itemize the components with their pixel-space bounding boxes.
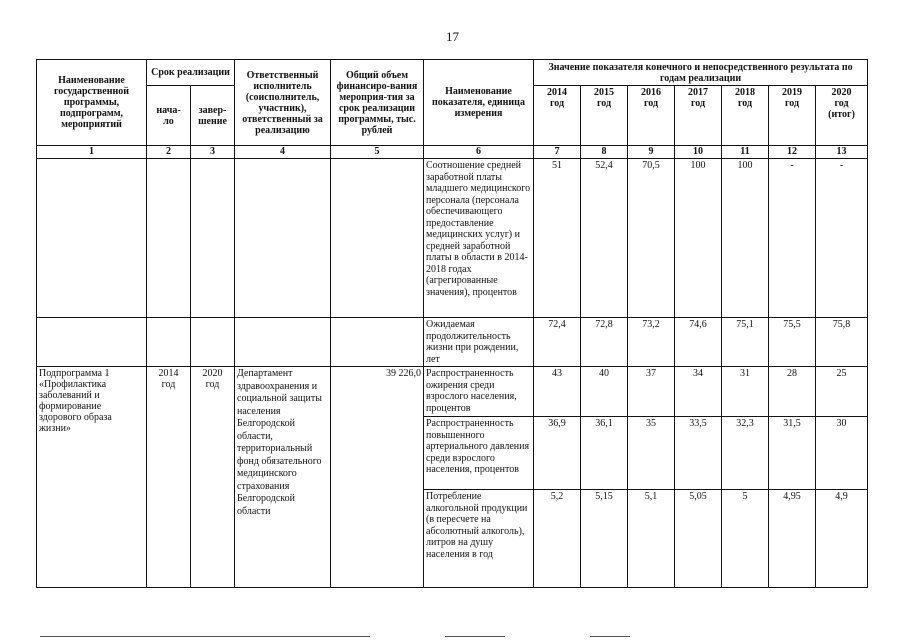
indicator-value: 32,3 [722, 417, 769, 490]
empty-cell [331, 318, 424, 367]
indicator-value: 4,95 [769, 490, 816, 588]
indicator-value: 5 [722, 490, 769, 588]
indicator-value: 72,4 [534, 318, 581, 367]
column-number: 2 [147, 146, 191, 159]
indicator-value: 51 [534, 159, 581, 318]
header-funding: Общий объем финансиро-вания мероприя-тия за срок реализации программы, тыс. рублей [331, 60, 424, 146]
empty-cell [37, 318, 147, 367]
indicator-value: 75,8 [816, 318, 868, 367]
indicator-value: 30 [816, 417, 868, 490]
indicator-value: 75,5 [769, 318, 816, 367]
column-number: 6 [424, 146, 534, 159]
header-year: 2014 год [534, 86, 581, 146]
header-year: 2017 год [675, 86, 722, 146]
indicator-value: 36,9 [534, 417, 581, 490]
subprogram-start: 2014 год [147, 367, 191, 588]
indicator-value: 40 [581, 367, 628, 417]
indicator-name: Распространенность ожирения среди взрослого населения, процентов [424, 367, 534, 417]
header-term: Срок реализации [147, 60, 235, 86]
column-number: 4 [235, 146, 331, 159]
indicator-value: - [769, 159, 816, 318]
indicators-table [36, 59, 868, 588]
indicator-value: 100 [722, 159, 769, 318]
indicator-value: 33,5 [675, 417, 722, 490]
header-values-title: Значение показателя конечного и непосредственного результата по годам реализации [534, 60, 868, 86]
column-number: 1 [37, 146, 147, 159]
subprogram-funding: 39 226,0 [331, 367, 424, 588]
empty-cell [191, 318, 235, 367]
indicator-value: 25 [816, 367, 868, 417]
indicator-value: 35 [628, 417, 675, 490]
indicator-value: 5,15 [581, 490, 628, 588]
subprogram-end: 2020 год [191, 367, 235, 588]
indicator-value: 4,9 [816, 490, 868, 588]
empty-cell [191, 159, 235, 318]
column-number: 12 [769, 146, 816, 159]
indicator-name: Ожидаемая продолжительность жизни при рождении, лет [424, 318, 534, 367]
indicator-value: 5,1 [628, 490, 675, 588]
scan-edge-line [590, 636, 630, 637]
header-term-start: нача- ло [147, 86, 191, 146]
indicator-value: 100 [675, 159, 722, 318]
column-number: 8 [581, 146, 628, 159]
empty-cell [235, 159, 331, 318]
column-number: 3 [191, 146, 235, 159]
indicator-value: 31 [722, 367, 769, 417]
column-number: 5 [331, 146, 424, 159]
subprogram-name: Подпрограмма 1 «Профилактика заболеваний и формирование здорового образа жизни» [37, 367, 147, 588]
scan-edge-line [40, 636, 370, 637]
page-number: 17 [446, 29, 459, 44]
column-number: 10 [675, 146, 722, 159]
header-year: 2020 год (итог) [816, 86, 868, 146]
indicator-value: 5,2 [534, 490, 581, 588]
header-year: 2016 год [628, 86, 675, 146]
indicator-value: 36,1 [581, 417, 628, 490]
indicator-name: Потребление алкогольной продукции (в пересчете на абсолютный алкоголь), литров на душу населения в год [424, 490, 534, 588]
indicator-value: 34 [675, 367, 722, 417]
header-indicator: Наименование показателя, единица измерения [424, 60, 534, 146]
indicator-value: 5,05 [675, 490, 722, 588]
column-number: 13 [816, 146, 868, 159]
scan-edge-line [445, 636, 505, 637]
indicator-value: 73,2 [628, 318, 675, 367]
empty-cell [147, 318, 191, 367]
empty-cell [331, 159, 424, 318]
subprogram-responsible: Департамент здравоохранения и социальной защиты населения Белгородской области, территориальный фонд обязательного медицинского страхования Белгородской области [235, 367, 331, 588]
indicator-value: 28 [769, 367, 816, 417]
indicator-value: - [816, 159, 868, 318]
indicator-value: 74,6 [675, 318, 722, 367]
empty-cell [235, 318, 331, 367]
column-number: 9 [628, 146, 675, 159]
header-program-name: Наименование государственной программы, подпрограмм, мероприятий [37, 60, 147, 146]
empty-cell [147, 159, 191, 318]
header-year: 2015 год [581, 86, 628, 146]
empty-cell [37, 159, 147, 318]
column-number: 11 [722, 146, 769, 159]
header-year: 2018 год [722, 86, 769, 146]
indicator-name: Соотношение средней заработной платы младшего медицинского персонала (персонала обеспечивающего предоставление медицинских услуг) и средней заработной платы в области в 2014-2018 годах (агрегированные значения), процентов [424, 159, 534, 318]
header-responsible: Ответственный исполнитель (соисполнитель, участник), ответственный за реализацию [235, 60, 331, 146]
column-number: 7 [534, 146, 581, 159]
indicator-name: Распространенность повышенного артериального давления среди взрослого населения, процентов [424, 417, 534, 490]
indicator-value: 37 [628, 367, 675, 417]
indicator-value: 72,8 [581, 318, 628, 367]
indicator-value: 31,5 [769, 417, 816, 490]
header-term-end: завер- шение [191, 86, 235, 146]
header-year: 2019 год [769, 86, 816, 146]
indicator-value: 70,5 [628, 159, 675, 318]
indicator-value: 52,4 [581, 159, 628, 318]
indicator-value: 43 [534, 367, 581, 417]
indicator-value: 75,1 [722, 318, 769, 367]
